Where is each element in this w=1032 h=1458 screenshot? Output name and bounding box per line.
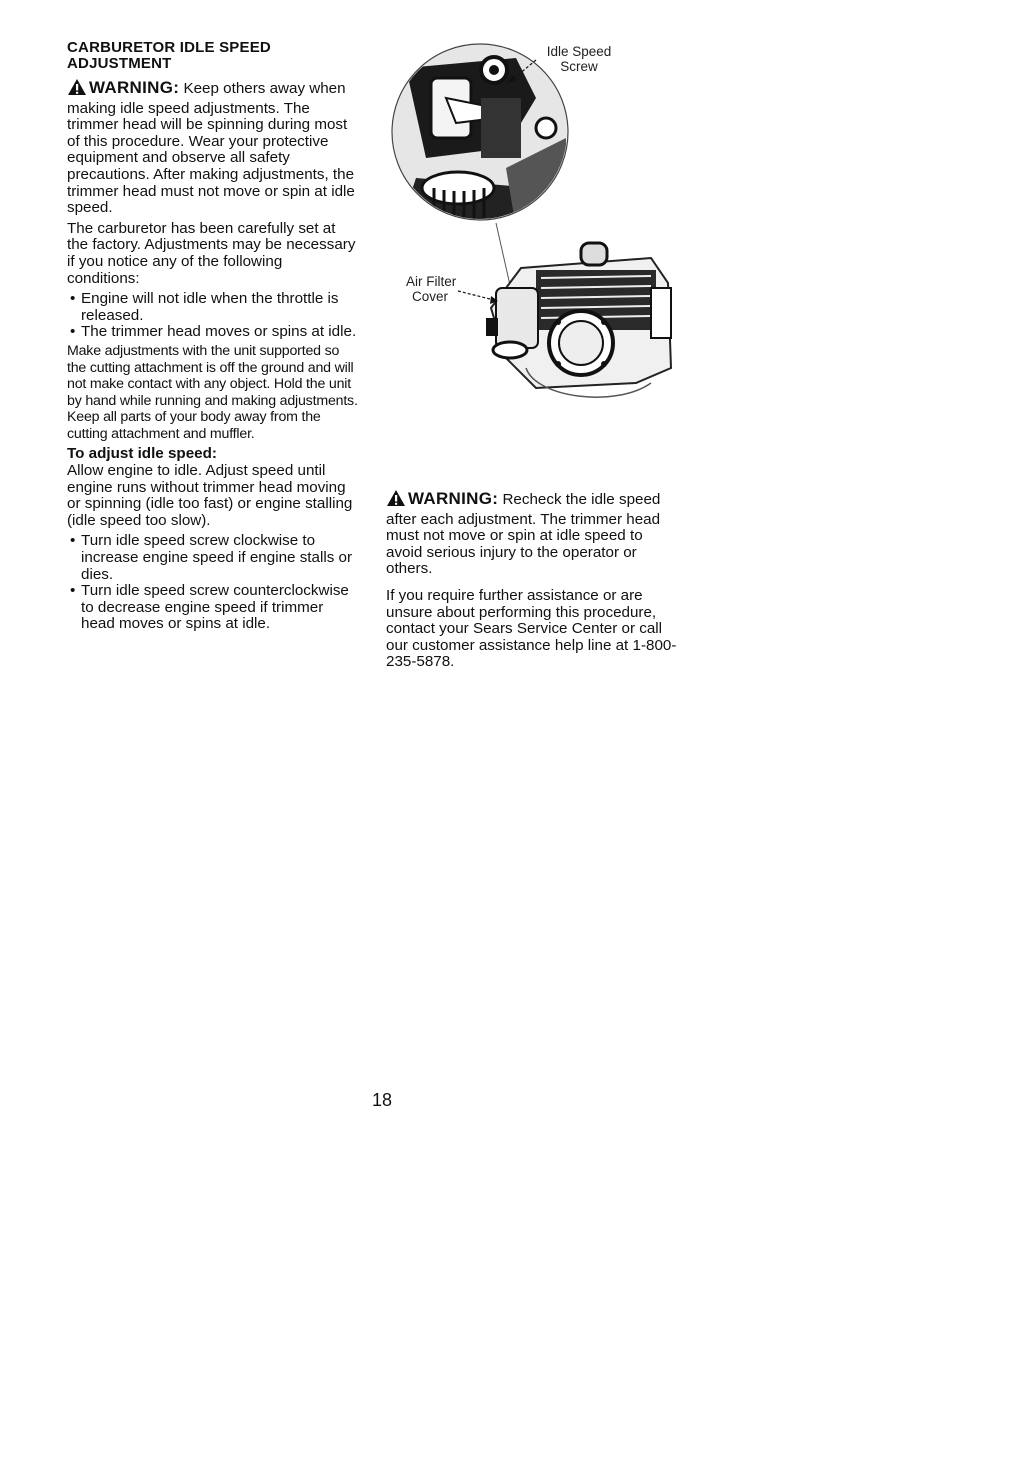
left-column [67,40,359,635]
engine-illustration [386,38,686,418]
adjust-paragraph: Allow engine to idle. Adjust speed until engine runs without trimmer head moving or spinning (idle too fast) or engine stalling (idle speed too slow). [67,462,353,529]
warning-text-2: Recheck the idle speed after each adjustment. The trimmer head must not move or spin at idle speed to avoid serious injury to the operator or others. [386,491,661,578]
section-title-line1: CARBURETOR IDLE SPEED [67,39,271,56]
carburetor-figure [386,38,686,418]
warning-label-2: WARNING: [408,489,499,508]
warning-label-1: WARNING: [89,78,180,97]
air-filter-cover-label [406,274,476,304]
section-title [67,40,359,72]
assistance-paragraph: If you require further assistance or are unsure about performing this procedure, contact your Sears Service Center or call our customer assistance help line at 1-800-235-5878. [386,586,677,671]
list-item: • Turn idle speed screw clockwise to increase engine speed if engine stalls or dies. [67,533,359,583]
adjust-heading: To adjust idle speed: [67,445,217,463]
warning-text-1: Keep others away when making idle speed adjustments. The trimmer head will be spinning during most of this procedure. Wear your protective equipment and observe all safety precautions. After making adjustments, the trimmer head must not move or spin at idle speed. [67,80,355,217]
list-item: • The trimmer head moves or spins at idle. [67,324,359,341]
air-label-line1: Air Filter [406,274,457,289]
list-item: • Engine will not idle when the throttle is released. [67,291,359,324]
idle-label-line2: Screw [560,59,598,74]
right-column [386,489,682,675]
warning-paragraph-1 [67,78,359,217]
idle-speed-screw-label [534,44,624,74]
support-paragraph: Make adjustments with the unit supported so the cutting attachment is off the ground and will not make contact with any object. Hold the unit by hand while running and making adjustments. Keep all parts of your body away from the cutting attachment and muffler. [67,342,358,442]
list-item: • Turn idle speed screw counterclockwise to decrease engine speed if trimmer head moves or spins at idle. [67,583,359,633]
conditions-list [67,291,359,341]
warning-paragraph-2 [386,489,682,578]
adjust-steps-list [67,533,359,633]
idle-label-line1: Idle Speed [546,44,612,59]
warning-triangle-icon [386,489,406,512]
air-label-line2: Cover [412,289,449,304]
section-title-line2: ADJUSTMENT [67,55,172,72]
page-number: 18 [372,1090,393,1110]
intro-paragraph: The carburetor has been carefully set at the factory. Adjustments may be necessary if you notice any of the following conditions: [67,219,356,287]
warning-triangle-icon [67,78,87,101]
